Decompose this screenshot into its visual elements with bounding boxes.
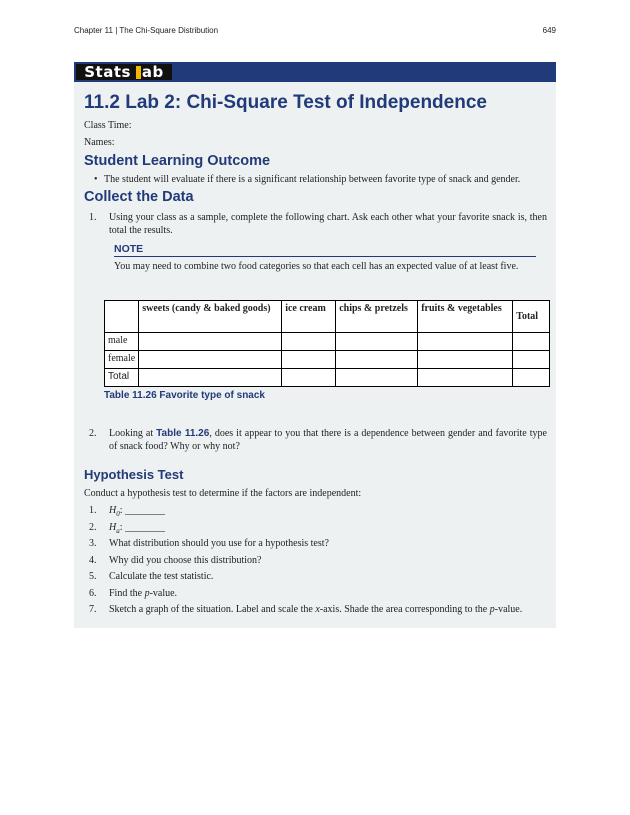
class-time-label: Class Time: [84,120,132,131]
row-label-female: female [105,351,139,369]
table-cell[interactable] [282,333,336,351]
row-label-total: Total [105,369,139,387]
item-text [109,587,177,600]
table-row [105,351,550,369]
item-text-mid: -axis. Shade the area corresponding to the [319,604,490,615]
header-cell-blank [105,301,139,333]
h0-text [109,504,165,521]
item-number: 5. [89,571,97,582]
header-cell-fruits: fruits & vegetables [418,301,513,333]
item-number: 4. [89,555,97,566]
outcome-text: The student will evaluate if there is a significant relationship between favorite type of snack and gender. [104,174,521,185]
x-variable: x [315,604,320,615]
h0-symbol: H [109,505,117,516]
h0-subscript: 0 [116,510,120,518]
header-cell-sweets: sweets (candy & baked goods) [139,301,282,333]
table-cell[interactable] [513,333,550,351]
note-heading: NOTE [114,243,536,257]
item-text-post: -value. [149,588,178,599]
logo-text-right: ab [141,63,164,81]
item-number: 2. [89,522,97,533]
header-cell-ice-cream: ice cream [282,301,336,333]
page-title: 11.2 Lab 2: Chi-Square Test of Independence [84,92,487,113]
header-cell-chips: chips & pretzels [336,301,418,333]
row-label-male: male [105,333,139,351]
table-caption: Table 11.26 Favorite type of snack [104,390,265,401]
item-text [109,603,522,616]
p-variable: p [489,604,495,615]
table-cell[interactable] [282,369,336,387]
item-text-pre: Find the [109,588,145,599]
item-number: 3. [89,538,97,549]
hypothesis-intro: Conduct a hypothesis test to determine if the factors are independent: [84,488,362,499]
table-cell[interactable] [418,333,513,351]
collect-heading: Collect the Data [84,189,194,205]
table-cell[interactable] [336,369,418,387]
running-head [74,26,556,38]
ha-subscript: a [116,527,120,535]
table-cell[interactable] [336,333,418,351]
item-text: Using your class as a sample, complete the following chart. Ask each other what your favorite snack is, then total the results. [109,212,547,236]
table-row [105,369,550,387]
p-variable: p [144,588,150,599]
page-number: 649 [542,26,556,35]
table-cell[interactable] [139,351,282,369]
item-text-post: -value. [494,604,523,615]
item-number: 2. [89,428,97,439]
ha-blank: : ________ [119,522,166,533]
logo-text-left: Stats [84,63,131,81]
item-number: 7. [89,604,97,615]
item-text: What distribution should you use for a hypothesis test? [109,538,329,549]
item-number: 6. [89,588,97,599]
outcome-heading: Student Learning Outcome [84,153,271,169]
table-cell[interactable] [282,351,336,369]
h0-blank: : ________ [119,505,166,516]
table-reference-link[interactable]: Table 11.26 [156,428,210,439]
ha-text [109,521,165,538]
table-row [105,333,550,351]
chapter-title: Chapter 11 | The Chi-Square Distribution [74,26,219,35]
logo-l-bar-icon [136,66,141,79]
table-cell[interactable] [139,333,282,351]
item-text-pre: Looking at [109,428,157,439]
table-cell[interactable] [139,369,282,387]
item-text: Why did you choose this distribution? [109,555,262,566]
item-text-post: , does it appear to you that there is a dependence between gender and favorite type of snack food? Why or why not? [109,428,547,452]
snack-table [104,300,550,387]
table-header-row [105,301,550,333]
item-text [109,427,547,453]
stats-lab-logo [74,62,174,82]
table-cell[interactable] [418,351,513,369]
note-text: You may need to combine two food categories so that each cell has an expected value of at least five. [114,261,519,272]
item-number: 1. [89,505,97,516]
ha-symbol: H [109,522,117,533]
table-cell[interactable] [336,351,418,369]
item-number: 1. [89,212,97,223]
table-cell[interactable] [513,369,550,387]
bullet-icon: • [94,174,98,185]
stats-lab-logo-mark [76,64,172,80]
table-cell[interactable] [418,369,513,387]
names-label: Names: [84,137,115,148]
item-text: Calculate the test statistic. [109,571,214,582]
header-cell-total: Total [513,301,550,333]
item-text-pre: Sketch a graph of the situation. Label and scale the [109,604,316,615]
table-cell[interactable] [513,351,550,369]
hypothesis-heading: Hypothesis Test [84,467,184,482]
